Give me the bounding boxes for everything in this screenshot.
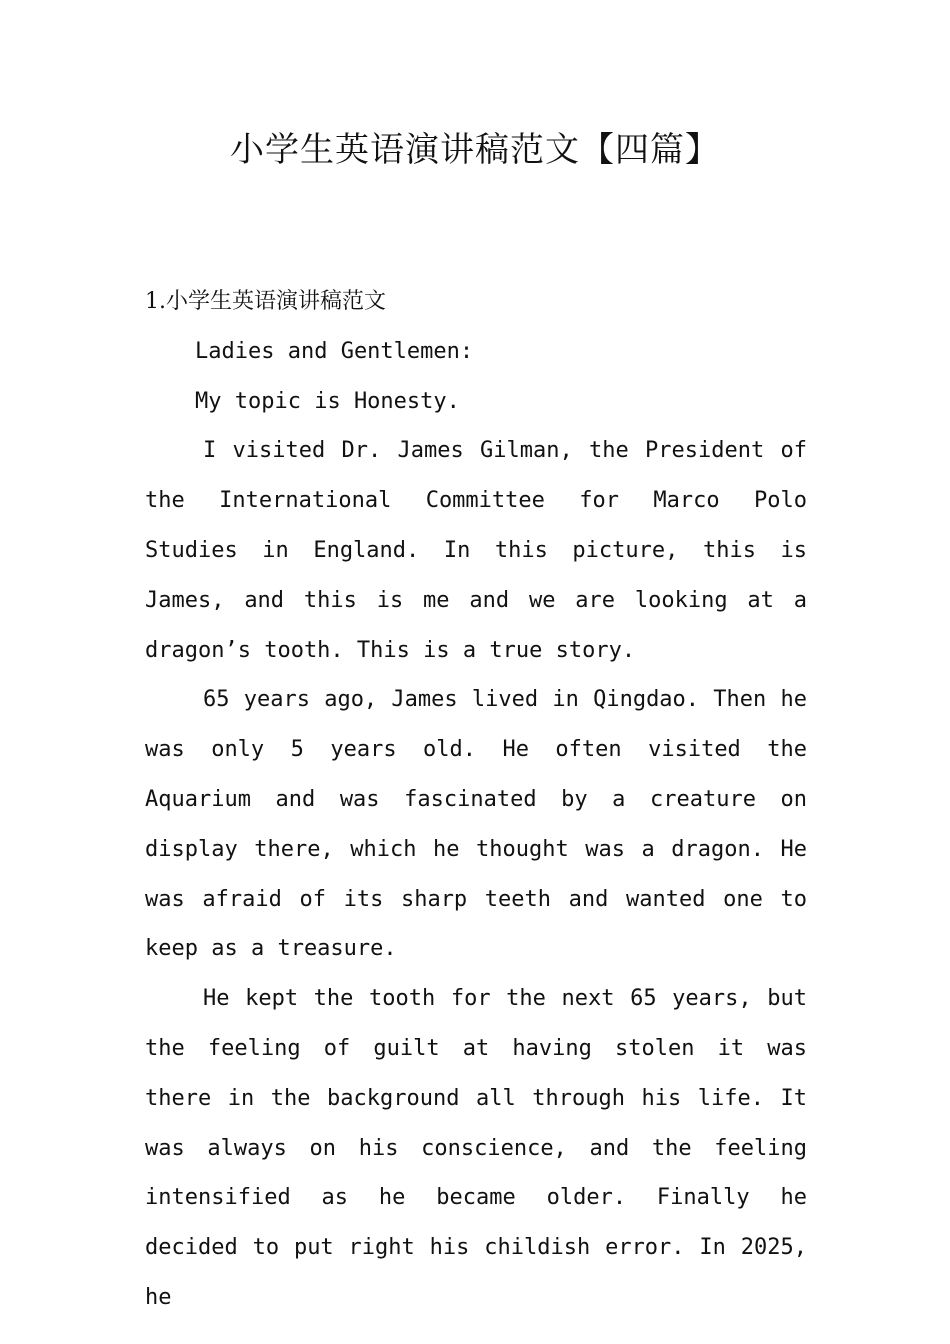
story-intro-paragraph: I visited Dr. James Gilman, the President of the International Committee for Marco Polo Studies in England. In this picture, this is James, and this is me and we are looking at a dragon’s tooth. This is a true story.	[145, 438, 807, 663]
tooth-guilt-paragraph: He kept the tooth for the next 65 years, but the feeling of guilt at having stolen it was there in the background all through his life. It was always on his conscience, and the feeling intensified as he became older. Finally he decided to put right his childish error. In 2025, he	[145, 986, 807, 1310]
document-title: 小学生英语演讲稿范文【四篇】	[230, 130, 720, 170]
salutation-paragraph: Ladies and Gentlemen:	[195, 338, 474, 364]
qingdao-paragraph: 65 years ago, James lived in Qingdao. Then he was only 5 years old. He often visited the Aquarium and was fascinated by a creature on display there, which he thought was a dragon. He was afraid of its sharp teeth and wanted one to keep as a treasure.	[145, 687, 807, 962]
section-heading: 1.小学生英语演讲稿范文	[145, 289, 386, 314]
document-body	[145, 277, 807, 1323]
topic-paragraph: My topic is Honesty.	[195, 388, 460, 414]
